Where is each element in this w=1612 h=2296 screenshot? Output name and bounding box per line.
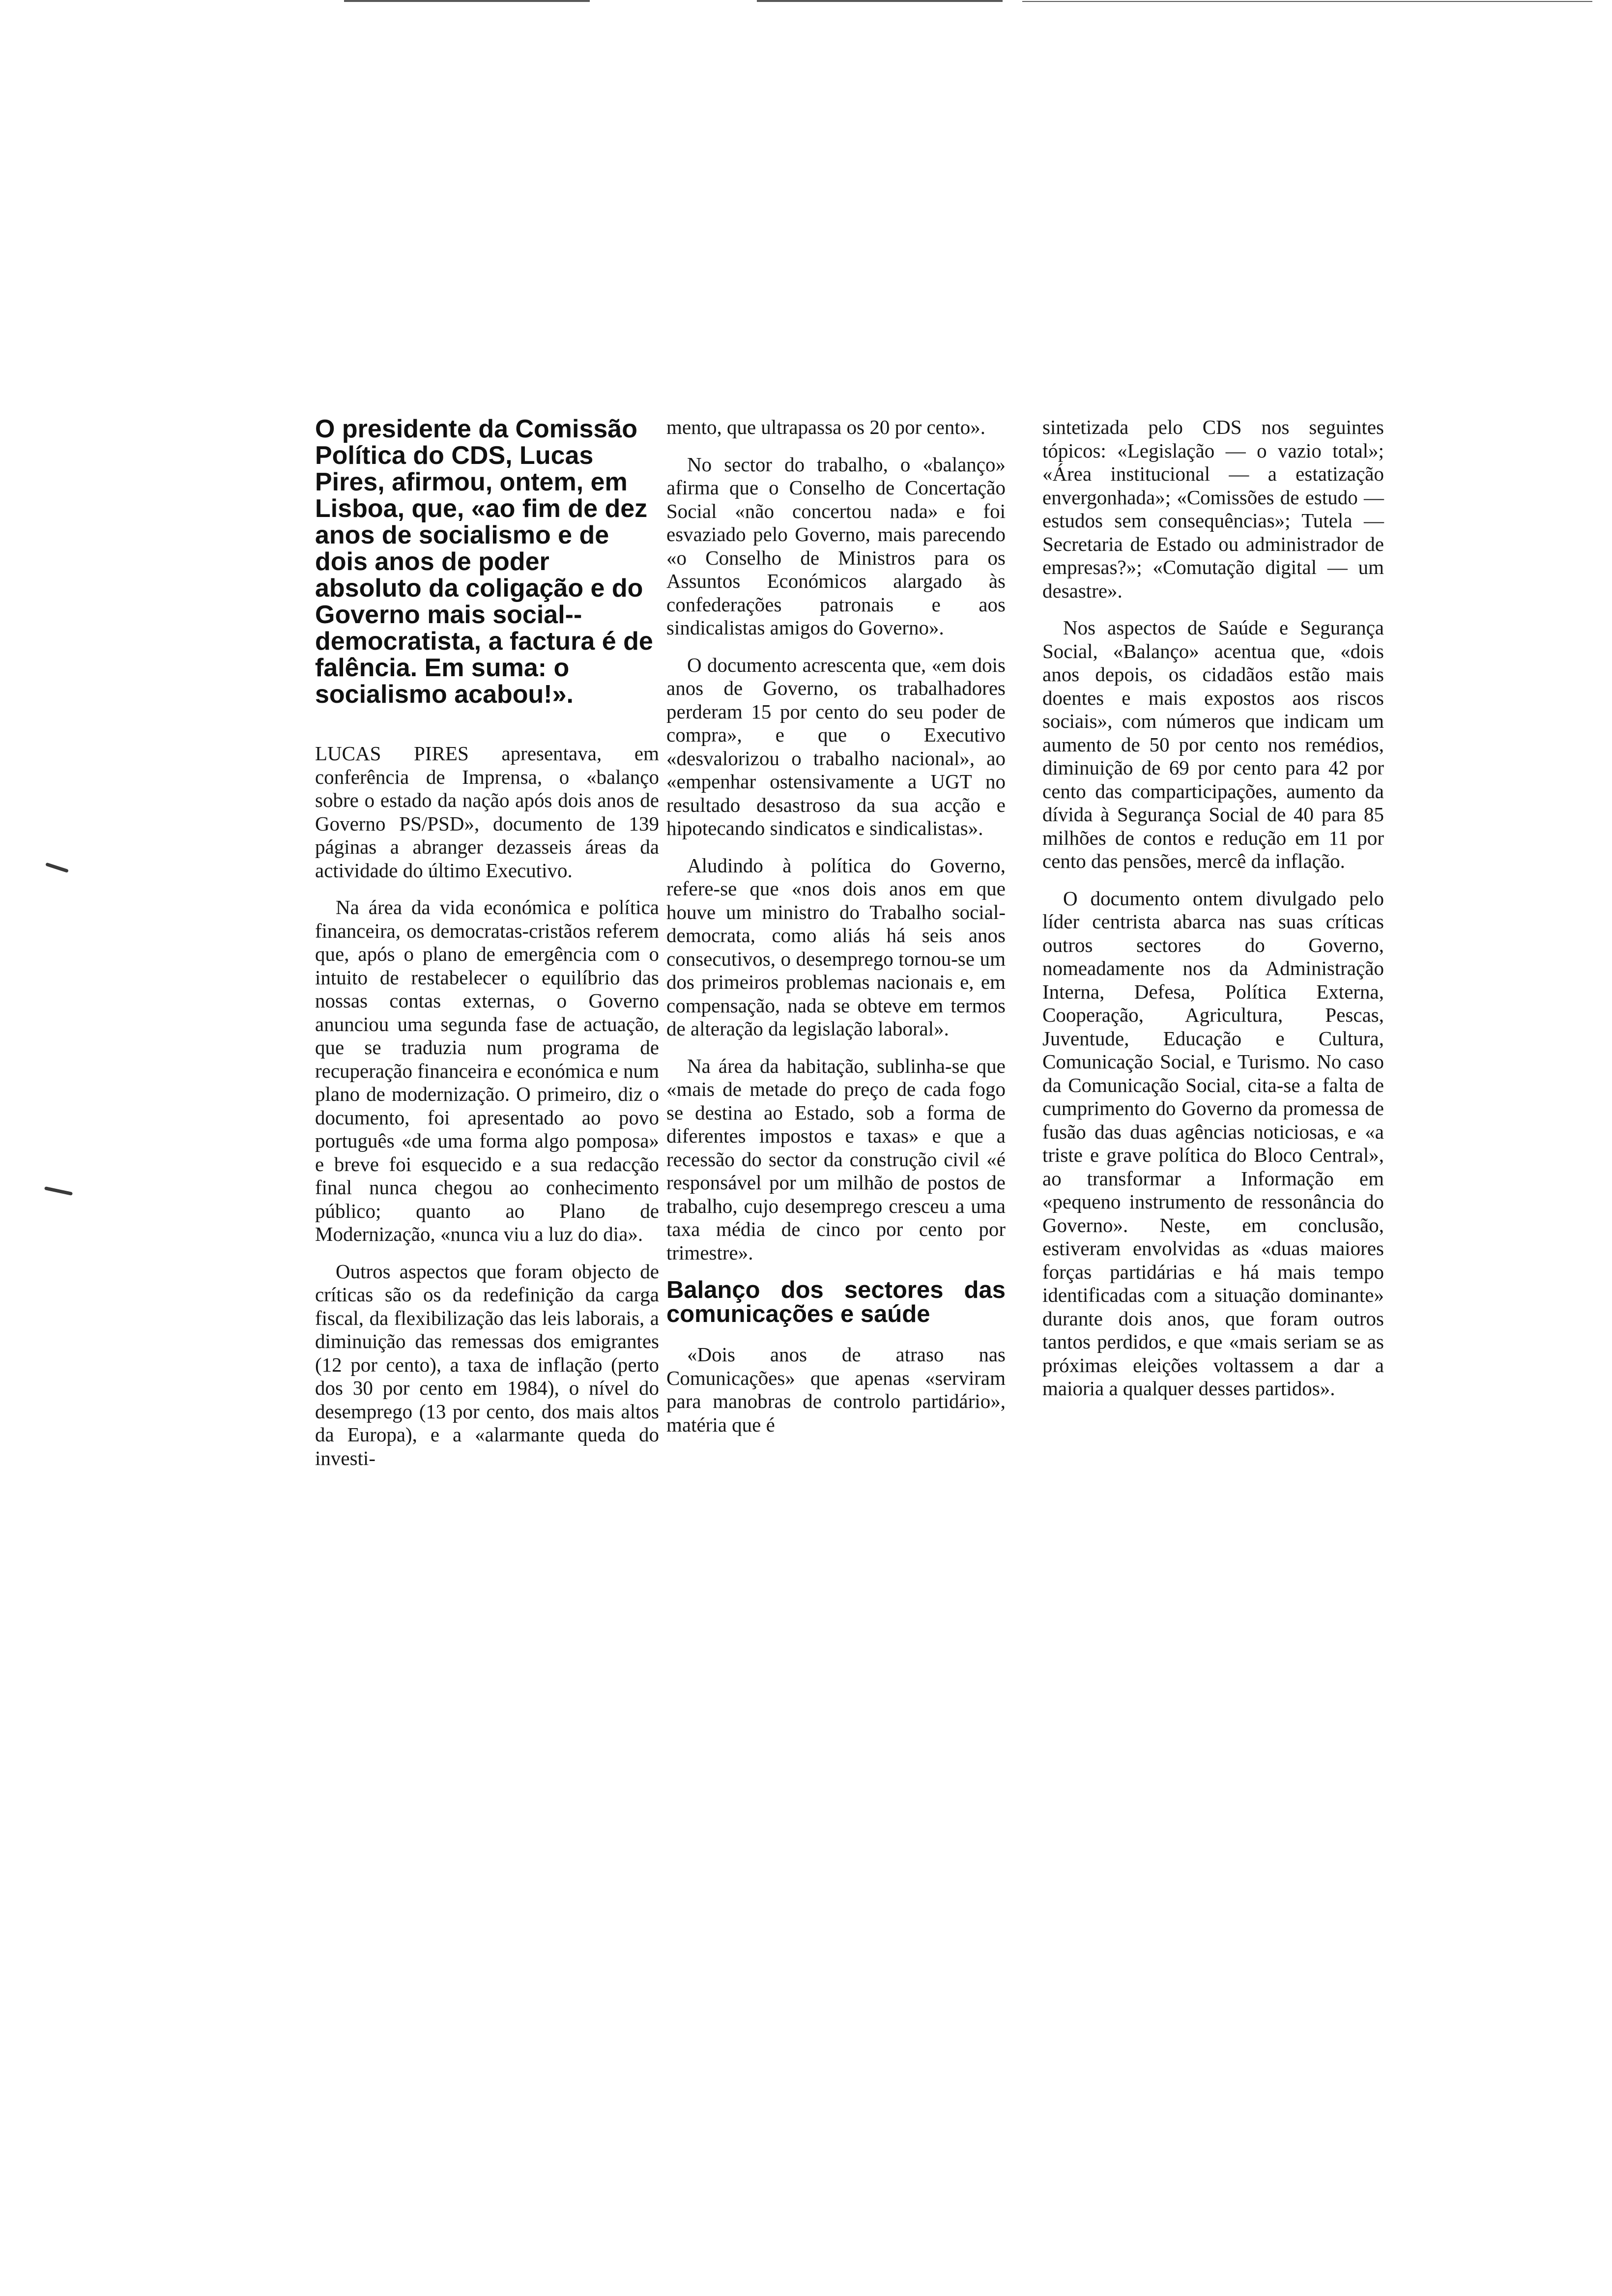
paragraph: Na área da habitação, sublinha-se que «mais de metade do preço de cada fogo se destina ao Estado, sob a forma de diferentes impostos e taxas» e que a recessão do sector da construção civil «é responsável por um milhão de postos de trabalho, cujo desemprego cresceu a uma taxa média de cinco por cento por trimestre». (666, 1054, 1006, 1264)
paragraph: mento, que ultrapassa os 20 por cento». (666, 416, 986, 438)
paragraph: O documento ontem divulgado pelo líder centrista abarca nas suas críticas outros sectores do Governo, nomeadamente nos da Administração Interna, Defesa, Política Externa, Cooperação, Agricultura, Pescas, Juventude, Educação e Cultura, Comunicação Social, e Turismo. No caso da Comunicação Social, cita-se a falta de cumprimento do Governo da promessa de fusão das duas agências noticiosas, e «a triste e grave política do Bloco Central», ao transformar a Informação em «pequeno instrumento de ressonância do Governo». Neste, em conclusão, estiveram envolvidas as «duas maiores forças partidárias e há mais tempo identificadas com a situação dominante» durante dois anos, que foram outros tantos perdidos, e que «mais seriam se as próximas eleições voltassem a dar a maioria a qualquer desses partidos». (1042, 887, 1384, 1400)
punch-mark-lower (44, 1186, 73, 1196)
paragraph (315, 742, 659, 882)
top-edge-rule-far (1022, 1, 1592, 2)
paragraph: sintetizada pelo CDS nos seguintes tópicos: «Legislação — o vazio total»; «Área institucional — a estatização envergonhada»; «Comissões de estudo — estudos sem consequências»; Tutela — Secretaria de Estado ou administrador de empresas?»; «Comutação digital — um desastre». (1042, 416, 1384, 602)
top-edge-rule-right (757, 0, 1003, 2)
author-name: LUCAS PIRES (315, 742, 469, 765)
paragraph: No sector do trabalho, o «balanço» afirma que o Conselho de Concertação Social «não concertou nada» e foi esvaziado pelo Governo, mais parecendo «o Conselho de Ministros para os Assuntos Económicos alargado às confederações patronais e aos sindicalistas amigos do Governo». (666, 453, 1006, 639)
paragraph: O documento acrescenta que, «em dois anos de Governo, os trabalhadores perderam 15 por cento do seu poder de compra», e que o Executivo «desvalorizou o trabalho nacional», ao «empenhar ostensivamente a UGT no resultado desastroso da sua acção e hipotecando sindicatos e sindicalistas». (666, 653, 1006, 839)
punch-mark-upper (45, 862, 69, 873)
article-lead: O presidente da Comissão Política do CDS, Lucas Pires, afirmou, ontem, em Lisboa, que, «ao fim de dez anos de socialismo e de dois anos de poder absoluto da coligação e do Governo mais social--democratista, a factura é de falência. Em suma: o socialismo acabou!». (315, 415, 653, 709)
article-column-2 (666, 416, 1006, 1450)
top-edge-rule-left (344, 0, 590, 2)
article-column-1 (315, 416, 659, 1484)
paragraph-text: apresentava, em conferência de Imprensa, o «balanço sobre o estado da nação após dois anos de Governo PS/PSD», documento de 139 páginas a abranger dezasseis áreas da actividade do último Executivo. (315, 742, 659, 882)
paragraph: Na área da vida económica e política financeira, os democratas-cristãos referem que, após o plano de emergência com o intuito de restabelecer o equilíbrio das nossas contas externas, o Governo anunciou uma segunda fase de actuação, que se traduzia num programa de recuperação financeira e económica e num plano de modernização. O primeiro, diz o documento, foi apresentado ao povo português «de uma forma algo pomposa» e breve foi esquecido e a sua redacção final nunca chegou ao conhecimento público; quanto ao Plano de Modernização, «nunca viu a luz do dia». (315, 896, 659, 1245)
paragraph: Nos aspectos de Saúde e Segurança Social, «Balanço» acentua que, «dois anos depois, os cidadãos estão mais doentes e mais expostos aos riscos sociais», com números que indicam um aumento de 50 por cento nos remédios, diminuição de 69 por cento para 42 por cento das comparticipações, aumento da dívida à Segurança Social de 40 para 85 milhões de contos e redução em 11 por cento das pensões, mercê da inflação. (1042, 616, 1384, 872)
paragraph: Aludindo à política do Governo, refere-se que «nos dois anos em que houve um ministro do Trabalho social-democrata, como aliás há seis anos consecutivos, o desemprego tornou-se um dos primeiros problemas nacionais e, em compensação, nada se obteve em termos de alteração da legislação laboral». (666, 854, 1006, 1040)
article-column-3 (1042, 416, 1384, 1414)
section-subheading: Balanço dos sectores das comunicações e saúde (666, 1277, 1006, 1327)
paragraph: Outros aspectos que foram objecto de críticas são os da redefinição da carga fiscal, da flexibilização das leis laborais, a diminuição das remessas dos emigrantes (12 por cento), a taxa de inflação (perto dos 30 por cento em 1984), o nível do desemprego (13 por cento, dos mais altos da Europa), e a «alarmante queda do investi- (315, 1260, 659, 1469)
paragraph: «Dois anos de atraso nas Comunicações» que apenas «serviram para manobras de controlo partidário», matéria que é (666, 1343, 1006, 1436)
